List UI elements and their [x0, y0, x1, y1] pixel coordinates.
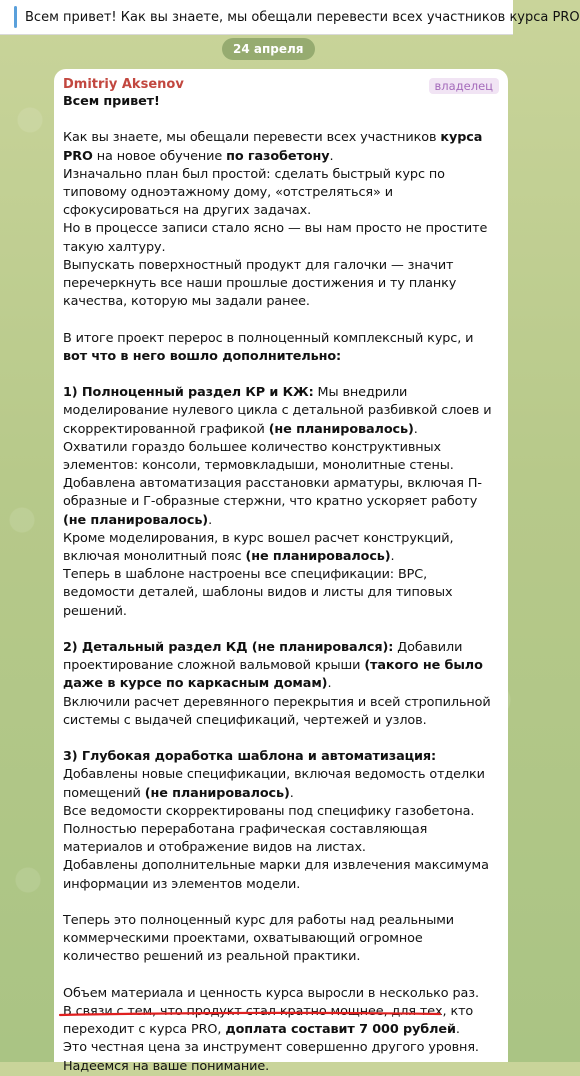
- paragraph-closing: Надеемся на ваше понимание.: [63, 1058, 270, 1074]
- paragraph-process: Но в процессе записи стало ясно — вы нам просто не простите такую халтуру.: [63, 221, 488, 255]
- section-1-line-5: Теперь в шаблоне настроены все спецификации: ВРС, ведомости деталей, шаблоны видов и листы для типовых решений.: [63, 567, 453, 619]
- sender-name[interactable]: Dmitriy Aksenov: [63, 77, 184, 92]
- section-3: 3) Глубокая доработка шаблона и автоматизация: Добавлены новые спецификации, включая ведомость отделки помещений (не планировалось).: [63, 749, 485, 801]
- paragraph-price-2: В связи с тем, что продукт стал кратно мощнее, для тех, кто переходит с курса PRO, доплата составит 7 000 рублей.: [63, 1004, 474, 1038]
- section-1-line-3: Добавлена автоматизация расстановки арматуры, включая П-образные и Г-образные стержни, что кратно ускоряет работу (не планировалось).: [63, 476, 482, 528]
- section-1-line-4: Кроме моделирования, в курс вошел расчет конструкций, включая монолитный пояс (не планировалось).: [63, 530, 454, 565]
- pinned-message-bar[interactable]: [0, 0, 580, 35]
- paragraph-quality: Выпускать поверхностный продукт для галочки — значит перечеркнуть все наши прошлые достижения и ту планку качества, которую мы задали ранее.: [63, 257, 457, 310]
- message-text: [63, 93, 498, 1076]
- section-1: 1) Полноценный раздел КР и КЖ: Мы внедрили моделирование нулевого цикла с детальной разбивкой слоев и скорректированной графикой (не планировалось).: [63, 385, 492, 437]
- paragraph-result: В итоге проект перерос в полноценный комплексный курс, и вот что в него вошло дополнительно:: [63, 330, 474, 364]
- pinned-message-text[interactable]: Всем привет! Как вы знаете, мы обещали перевести всех участников курса PRO: [25, 9, 580, 25]
- owner-badge: владелец: [429, 78, 499, 94]
- section-3-line-4: Добавлены дополнительные марки для извлечения максимума информации из элементов модели.: [63, 858, 489, 892]
- paragraph-intro: Как вы знаете, мы обещали перевести всех участников курса PRO на новое обучение по газобетону.: [63, 130, 483, 164]
- paragraph-plan: Изначально план был простой: сделать быстрый курс по типовому одноэтажному дому, «отстреляться» и сфокусироваться на других задачах.: [63, 166, 445, 219]
- section-1-line-2: Охватили гораздо большее количество конструктивных элементов: консоли, термовкладыши, монолитные стены.: [63, 439, 454, 474]
- section-2: 2) Детальный раздел КД (не планировался): Добавили проектирование сложной вальмовой крыши (такого не было даже в курсе по каркасным домам).: [63, 640, 483, 692]
- message-bubble[interactable]: [54, 69, 508, 1074]
- paragraph-price-3: Это честная цена за инструмент совершенно другого уровня.: [63, 1040, 479, 1056]
- section-3-line-3: Полностью переработана графическая составляющая материалов и отображение видов на листах.: [63, 822, 428, 856]
- pinned-indicator: [14, 6, 17, 28]
- date-divider: 24 апреля: [222, 38, 315, 60]
- paragraph-price-1: Объем материала и ценность курса выросли в несколько раз.: [63, 985, 479, 1001]
- paragraph-summary: Теперь это полноценный курс для работы над реальными коммерческими проектами, охватывающий огромное количество решений из реальной практики.: [63, 913, 454, 965]
- greeting: Всем привет!: [63, 94, 160, 109]
- red-underline-annotation: [58, 1010, 442, 1018]
- section-2-line-2: Включили расчет деревянного перекрытия и всей стропильной системы с выдачей спецификаций, чертежей и узлов.: [63, 694, 491, 728]
- section-3-line-2: Все ведомости скорректированы под специфику газобетона.: [63, 803, 475, 819]
